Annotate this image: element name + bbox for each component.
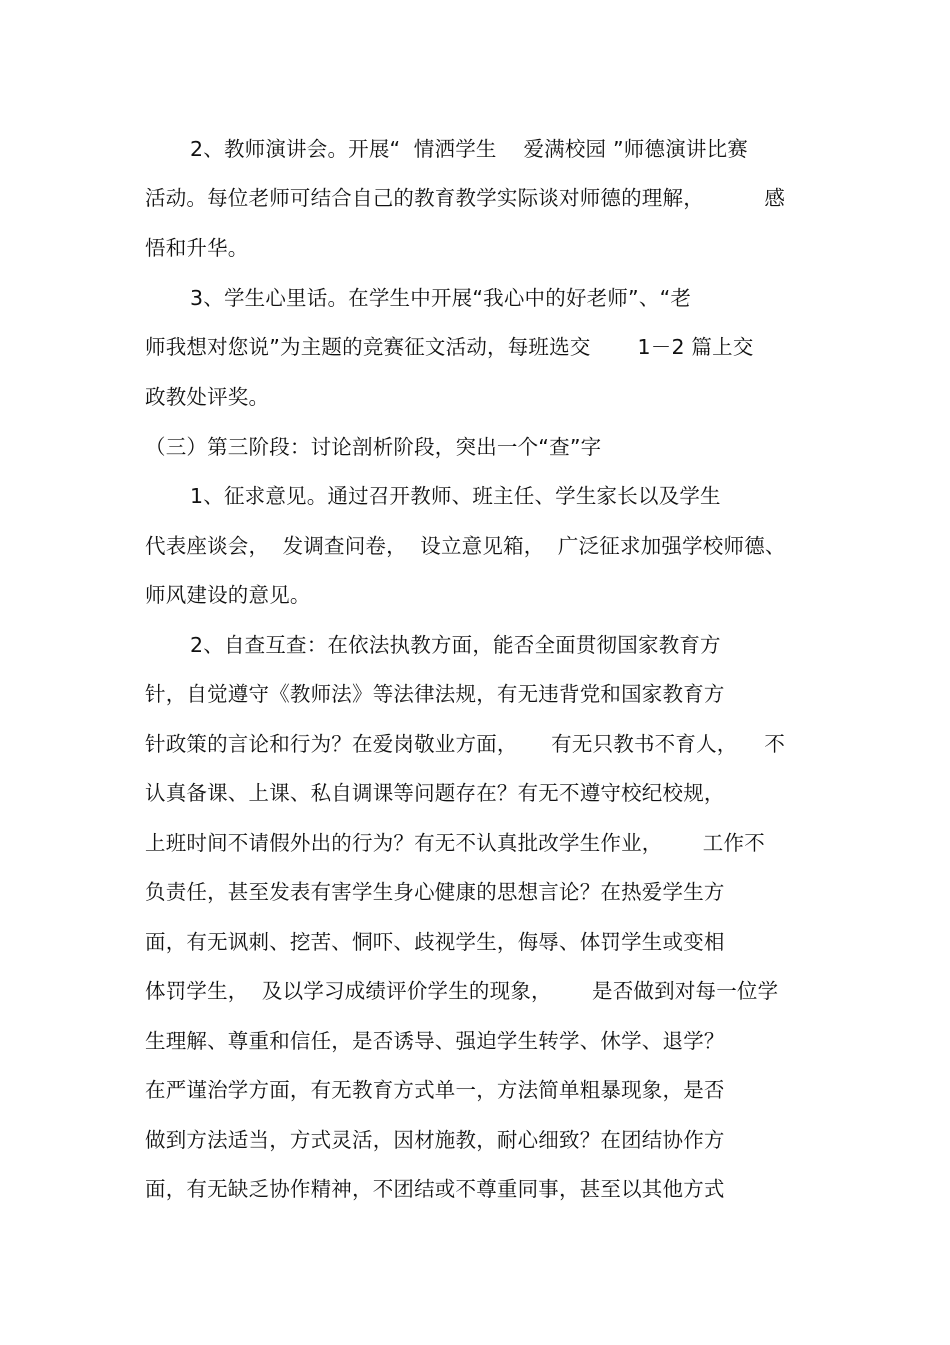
paragraph-line: 1、征求意见。通过召开教师、班主任、学生家长以及学生 bbox=[190, 484, 721, 508]
section-heading: （三）第三阶段：讨论剖析阶段，突出一个“查”字 bbox=[145, 435, 602, 459]
paragraph-line: 体罚学生， 及以学习成绩评价学生的现象， 是否做到对每一位学 bbox=[145, 979, 779, 1003]
paragraph-line: 3、学生心里话。在学生中开展“我心中的好老师”、“老 bbox=[190, 286, 692, 310]
paragraph-line: 面，有无讽刺、挖苦、恫吓、歧视学生，侮辱、体罚学生或变相 bbox=[145, 930, 725, 954]
paragraph-line: 2、教师演讲会。开展“ 情洒学生 爱满校园 ”师德演讲比赛 bbox=[190, 137, 748, 161]
paragraph-line: 生理解、尊重和信任，是否诱导、强迫学生转学、休学、退学？ bbox=[145, 1029, 725, 1053]
paragraph-line: 2、自查互查：在依法执教方面，能否全面贯彻国家教育方 bbox=[190, 633, 721, 657]
paragraph-line: 师风建设的意见。 bbox=[145, 583, 311, 607]
paragraph-line: 代表座谈会， 发调查问卷， 设立意见箱， 广泛征求加强学校师德、 bbox=[145, 534, 786, 558]
paragraph-line: 做到方法适当，方式灵活，因材施教，耐心细致？在团结协作方 bbox=[145, 1128, 725, 1152]
paragraph-line: 针，自觉遵守《教师法》等法律法规，有无违背党和国家教育方 bbox=[145, 682, 725, 706]
paragraph-line: 负责任，甚至发表有害学生身心健康的思想言论？在热爱学生方 bbox=[145, 880, 725, 904]
paragraph-line: 在严谨治学方面，有无教育方式单一，方法简单粗暴现象，是否 bbox=[145, 1078, 725, 1102]
paragraph-line: 政教处评奖。 bbox=[145, 385, 270, 409]
paragraph-line: 悟和升华。 bbox=[145, 236, 249, 260]
paragraph-line: 认真备课、上课、私自调课等问题存在？有无不遵守校纪校规， bbox=[145, 781, 725, 805]
paragraph-line: 活动。每位老师可结合自己的教育教学实际谈对师德的理解， 感 bbox=[145, 186, 786, 210]
paragraph-line: 针政策的言论和行为？在爱岗敬业方面， 有无只教书不育人， 不 bbox=[145, 732, 786, 756]
paragraph-line: 面，有无缺乏协作精神，不团结或不尊重同事，甚至以其他方式 bbox=[145, 1177, 725, 1201]
paragraph-line: 上班时间不请假外出的行为？有无不认真批改学生作业， 工作不 bbox=[145, 831, 765, 855]
paragraph-line: 师我想对您说”为主题的竞赛征文活动，每班选交 1－2 篇上交 bbox=[145, 335, 754, 359]
